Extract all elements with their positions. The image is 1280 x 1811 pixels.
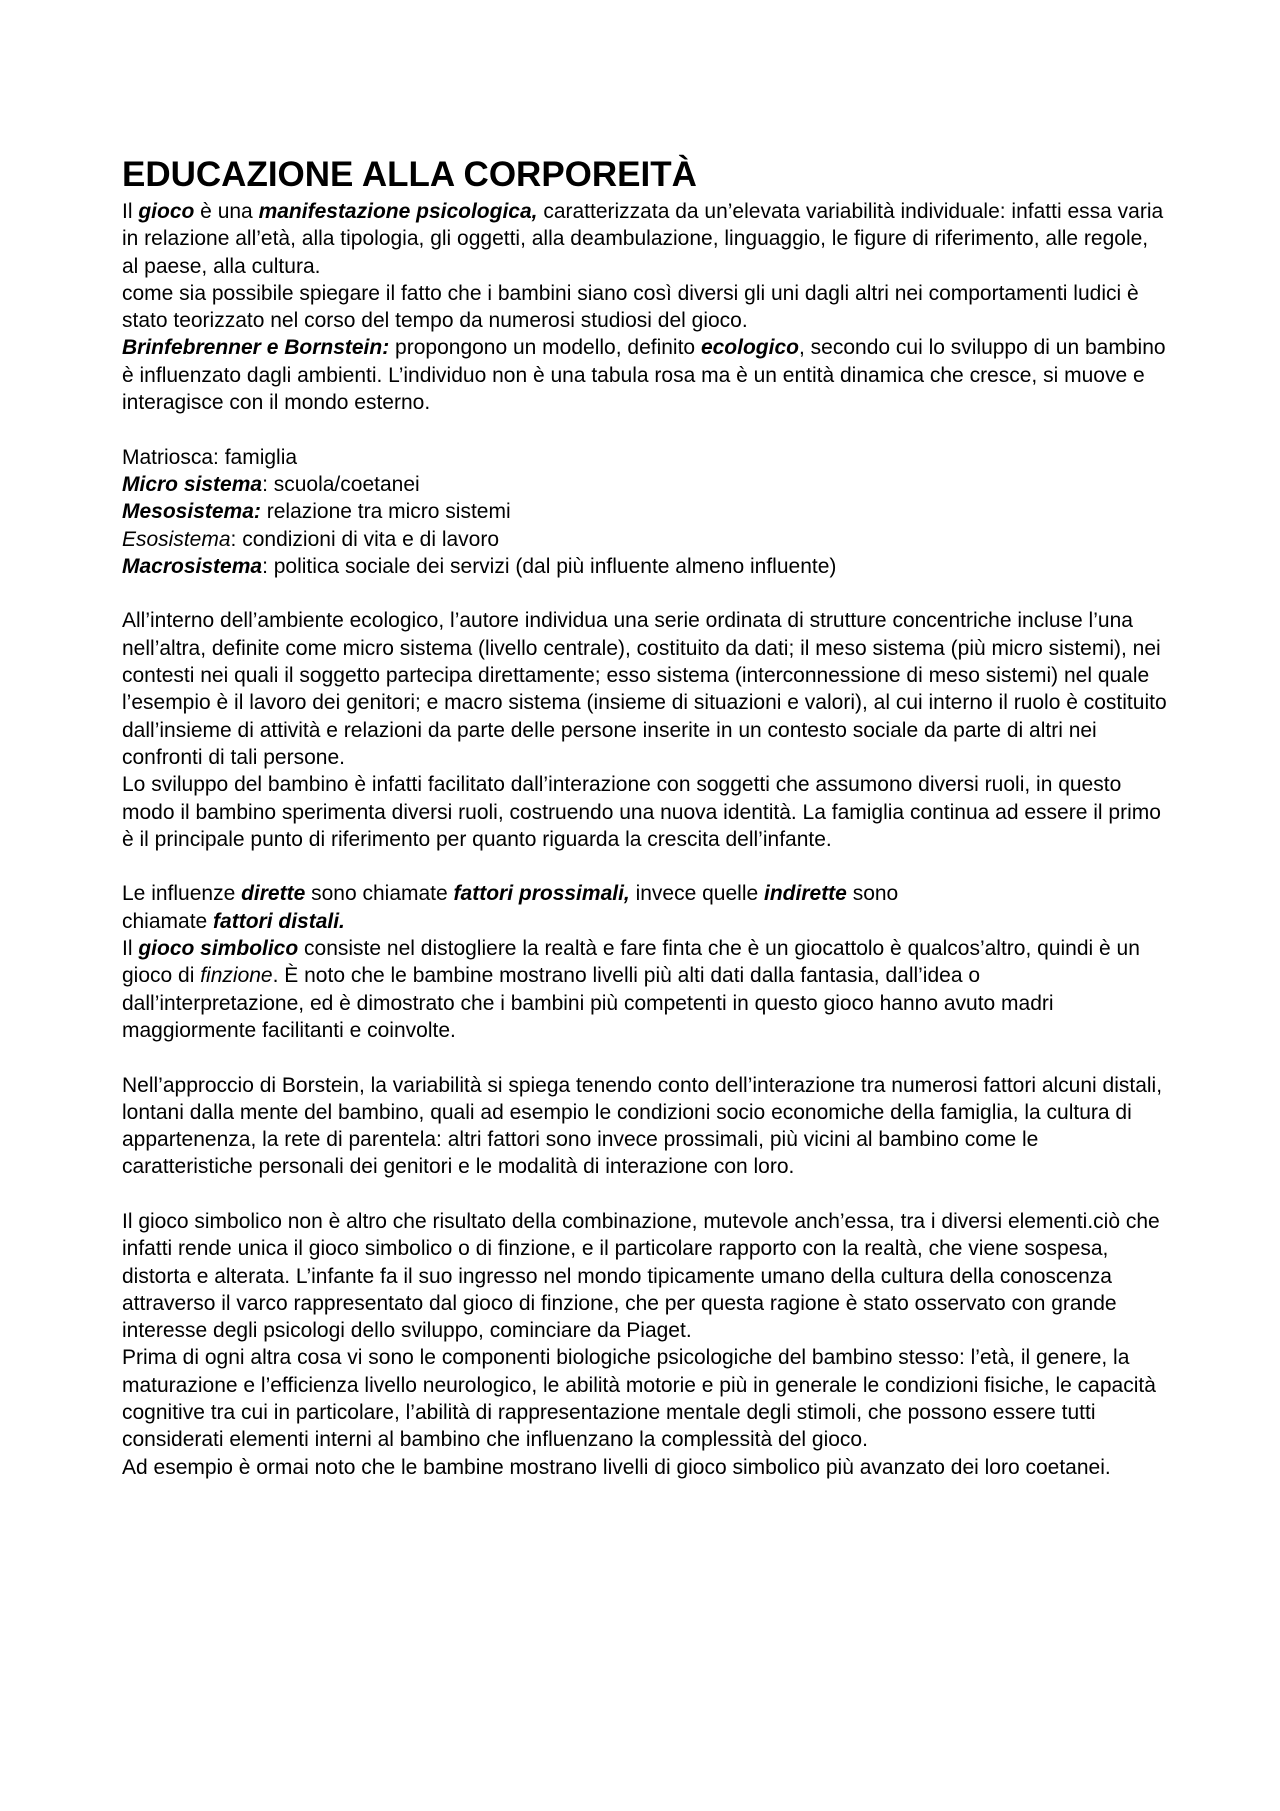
text-run: : condizioni di vita e di lavoro — [230, 527, 500, 551]
paragraph — [122, 935, 1167, 1044]
paragraph — [122, 198, 1167, 280]
text-run: Le influenze — [122, 882, 242, 906]
paragraph — [122, 1208, 1167, 1344]
emphasis-text: gioco — [138, 200, 195, 223]
paragraph — [122, 526, 1167, 553]
text-run: Il gioco simbolico non è altro che risultato della combinazione, mutevole anch’essa, tra i diversi elementi.ciò che infatti rende unica il gioco simbolico o di finzione, e il particolare rapporto con la realtà, che viene sospesa, distorta e alterata. L’infante fa il suo ingresso nel mondo tipicamente umano della cultura della conoscenza attraverso il varco rappresentato dal gioco di finzione, che per questa ragione è stato osservato con grande interesse degli psicologi dello sviluppo, cominciare da Piaget. — [122, 1209, 1160, 1343]
emphasis-text: Micro sistema — [122, 472, 263, 496]
paragraph-gap — [122, 853, 1167, 880]
emphasis-text: Macrosistema — [122, 554, 263, 578]
paragraph — [122, 771, 1167, 853]
text-run: Ad esempio è ormai noto che le bambine mostrano livelli di gioco simbolico più avanzato dei loro coetanei. — [122, 1455, 1111, 1479]
emphasis-text: dirette — [241, 882, 306, 906]
text-run: Matriosca: famiglia — [122, 445, 298, 469]
document-body — [122, 198, 1167, 1481]
paragraph — [122, 334, 1167, 416]
paragraph — [122, 1344, 1167, 1453]
text-run: : politica sociale dei servizi (dal più influente almeno influente) — [262, 554, 837, 578]
paragraph — [122, 607, 1167, 771]
document-title: EDUCAZIONE ALLA CORPOREITÀ — [122, 155, 697, 194]
text-run: è una — [194, 200, 259, 223]
text-run: caratterizzata da un’elevata variabilità individuale: infatti essa varia in relazione all’età, alla tipologia, gli oggetti, alla deambulazione, linguaggio, le figure di riferimento, alle regole, al paese, alla cultura. — [122, 200, 1164, 278]
emphasis-text: gioco simbolico — [138, 937, 299, 961]
text-run: Il — [122, 937, 139, 961]
emphasis-text: fattori distali. — [213, 909, 345, 933]
paragraph-gap — [122, 580, 1167, 607]
text-run: , secondo cui lo sviluppo di un bambino è influenzato dagli ambienti. L’individuo non è una tabula rosa ma è un entità dinamica che cresce, si muove e interagisce con il mondo esterno. — [122, 336, 1166, 415]
text-run: sono chiamate — [305, 882, 454, 906]
paragraph — [122, 471, 1167, 498]
paragraph — [122, 444, 1167, 471]
text-run: chiamate — [122, 909, 214, 933]
paragraph — [122, 1072, 1167, 1181]
paragraph — [122, 498, 1167, 525]
paragraph-gap — [122, 416, 1167, 443]
text-run: propongono un modello, definito — [389, 336, 701, 360]
emphasis-text: Esosistema — [122, 527, 231, 551]
emphasis-text: finzione — [200, 964, 273, 988]
paragraph — [122, 880, 1167, 907]
paragraph — [122, 553, 1167, 580]
emphasis-text: ecologico — [700, 336, 799, 360]
paragraph-gap — [122, 1181, 1167, 1208]
text-run: . È noto che le bambine mostrano livelli più alti dati dalla fantasia, dall’idea o dall’interpretazione, ed è dimostrato che i bambini più competenti in questo gioco hanno avuto madri maggiormente facilitanti e coinvolte. — [122, 964, 1054, 1042]
text-run: consiste nel distogliere la realtà e fare finta che è un giocattolo è qualcos’altro, quindi è un gioco di — [122, 937, 1140, 988]
text-run: sono — [846, 882, 899, 906]
text-run: : scuola/coetanei — [262, 472, 420, 496]
text-run: All’interno dell’ambiente ecologico, l’autore individua una serie ordinata di strutture concentriche incluse l’una nell’altra, definite come micro sistema (livello centrale), costituito da dati; il meso sistema (più micro sistemi), nei contesti nei quali il soggetto partecipa direttamente; esso sistema (interconnessione di meso sistemi) nel quale l’esempio è il lavoro dei genitori; e macro sistema (insieme di situazioni e valori), al cui interno il ruolo è costituito dall’insieme di attività e relazioni da parte delle persone inserite in un contesto sociale da parte di altri nei confronti di tali persone. — [122, 609, 1167, 769]
text-run: Nell’approccio di Borstein, la variabilità si spiega tenendo conto dell’interazione tra numerosi fattori alcuni distali, lontani dalla mente del bambino, quali ad esempio le condizioni socio economiche della famiglia, la cultura di appartenenza, la rete di parentela: altri fattori sono invece prossimali, più vicini al bambino come le caratteristiche personali dei genitori e le modalità di interazione con loro. — [122, 1073, 1163, 1179]
paragraph — [122, 280, 1167, 335]
text-run: relazione tra micro sistemi — [260, 500, 511, 524]
emphasis-text: Mesosistema: — [122, 500, 261, 524]
paragraph — [122, 908, 1167, 935]
paragraph-gap — [122, 1044, 1167, 1071]
text-run: Lo sviluppo del bambino è infatti facilitato dall’interazione con soggetti che assumono diversi ruoli, in questo modo il bambino sperimenta diversi ruoli, costruendo una nuova identità. La famiglia continua ad essere il primo è il principale punto di riferimento per quanto riguarda la crescita dell’infante. — [122, 773, 1161, 851]
paragraph — [122, 1454, 1167, 1481]
emphasis-text: manifestazione psicologica, — [258, 200, 538, 223]
text-run: Il — [122, 200, 139, 223]
text-run: come sia possibile spiegare il fatto che i bambini siano così diversi gli uni dagli altri nei comportamenti ludici è stato teorizzato nel corso del tempo da numerosi studiosi del gioco. — [122, 281, 1139, 333]
emphasis-text: indirette — [764, 882, 847, 906]
text-run: Prima di ogni altra cosa vi sono le componenti biologiche psicologiche del bambino stesso: l’età, il genere, la maturazione e l’efficienza livello neurologico, le abilità motorie e più in generale le condizioni fisiche, le capacità cognitive tra cui in particolare, l’abilità di rappresentazione mentale degli stimoli, che possono essere tutti considerati elementi interni al bambino che influenzano la complessità del gioco. — [122, 1346, 1156, 1452]
text-run: invece quelle — [629, 882, 765, 906]
emphasis-text: Brinfebrenner e Bornstein: — [122, 336, 390, 360]
document-page — [122, 153, 1167, 1481]
emphasis-text: fattori prossimali, — [453, 882, 630, 906]
